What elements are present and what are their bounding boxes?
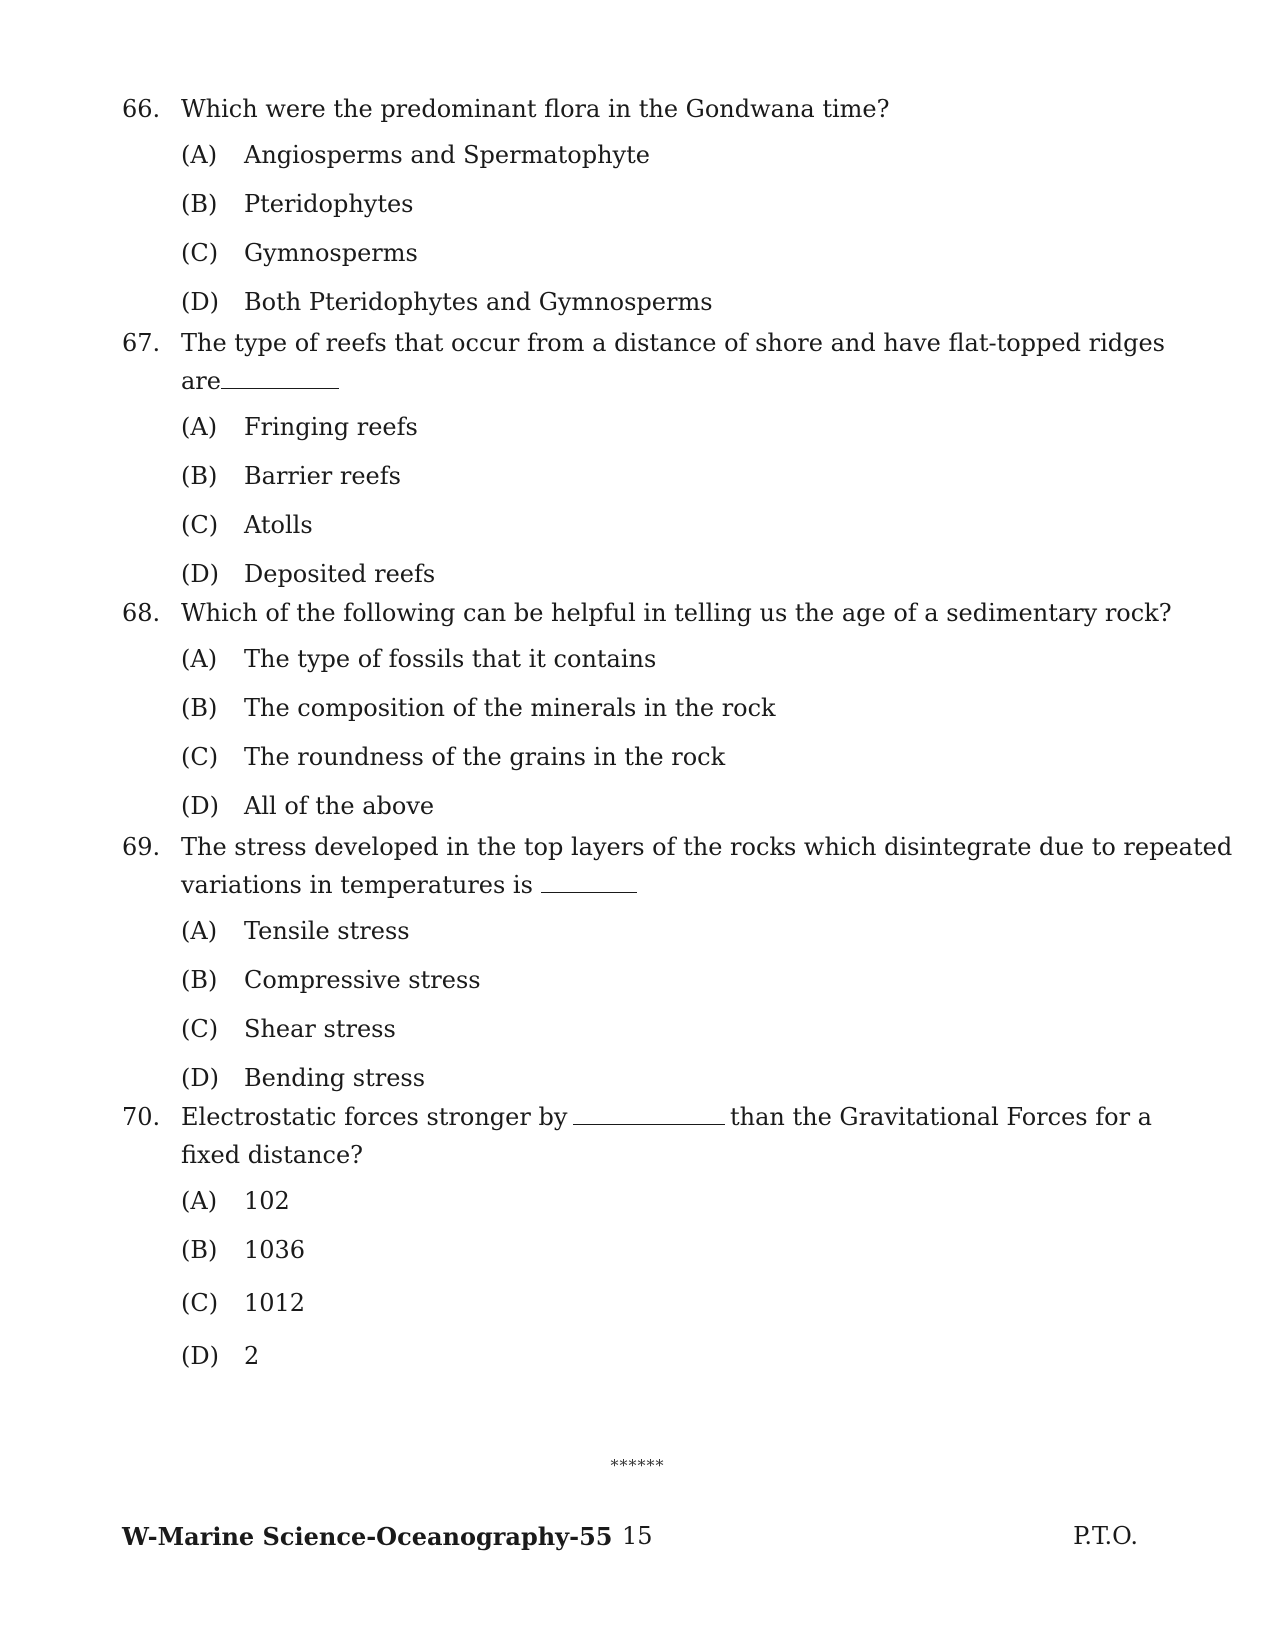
question-text-part2: than the Gravitational Forces for a bbox=[729, 1103, 1152, 1131]
question-text-part1: Electrostatic forces stronger by bbox=[181, 1103, 568, 1131]
option-label: (A) bbox=[181, 645, 218, 673]
option-label: (A) bbox=[181, 1187, 218, 1215]
option-label: (A) bbox=[181, 141, 218, 169]
paper-code: W-Marine Science-Oceanography-55 bbox=[122, 1522, 613, 1551]
option-text: The type of fossils that it contains bbox=[244, 645, 657, 673]
question-69 bbox=[122, 828, 1233, 1108]
please-turn-over: P.T.O. bbox=[1073, 1522, 1138, 1550]
option-label: (C) bbox=[181, 1015, 219, 1043]
option-a bbox=[122, 1182, 1152, 1231]
option-label: (C) bbox=[181, 511, 219, 539]
option-b bbox=[122, 689, 1152, 738]
option-label: (C) bbox=[181, 743, 219, 771]
question-number: 68. bbox=[122, 599, 161, 627]
option-label: (C) bbox=[181, 239, 219, 267]
option-c bbox=[122, 738, 1152, 787]
option-b bbox=[122, 961, 1152, 1010]
option-label: (B) bbox=[181, 1236, 218, 1264]
option-text: 2 bbox=[244, 1342, 260, 1370]
question-stem-line2 bbox=[122, 362, 1152, 400]
question-70 bbox=[122, 1098, 1152, 1386]
option-label: (B) bbox=[181, 462, 218, 490]
option-a bbox=[122, 136, 1152, 185]
question-stem bbox=[122, 1098, 1152, 1136]
question-66 bbox=[122, 90, 1152, 332]
question-68 bbox=[122, 594, 1172, 836]
option-text: Deposited reefs bbox=[244, 560, 436, 588]
question-67 bbox=[122, 324, 1165, 604]
option-text: Both Pteridophytes and Gymnosperms bbox=[244, 288, 713, 316]
option-a bbox=[122, 912, 1152, 961]
option-c bbox=[122, 234, 1152, 283]
option-c bbox=[122, 506, 1152, 555]
question-number: 69. bbox=[122, 833, 161, 861]
option-b bbox=[122, 457, 1152, 506]
option-text: Compressive stress bbox=[244, 966, 481, 994]
question-number: 66. bbox=[122, 95, 161, 123]
option-text: All of the above bbox=[244, 792, 435, 820]
question-stem-line2 bbox=[122, 866, 1152, 904]
question-number: 67. bbox=[122, 329, 161, 357]
option-label: (D) bbox=[181, 1342, 219, 1370]
option-label: (B) bbox=[181, 190, 218, 218]
question-text-line1: The stress developed in the top layers of the rocks which disintegrate due to repeated bbox=[181, 833, 1233, 861]
option-c bbox=[122, 1010, 1152, 1059]
option-label: (A) bbox=[181, 413, 218, 441]
option-b bbox=[122, 1231, 1152, 1284]
option-text: The roundness of the grains in the rock bbox=[244, 743, 726, 771]
question-stem-line2 bbox=[122, 1136, 1152, 1174]
option-a bbox=[122, 640, 1152, 689]
end-separator: ****** bbox=[610, 1456, 665, 1475]
option-text: The composition of the minerals in the rock bbox=[244, 694, 776, 722]
answer-blank bbox=[573, 1102, 725, 1125]
answer-blank bbox=[541, 870, 637, 893]
option-text: Atolls bbox=[244, 511, 313, 539]
question-text-line1: The type of reefs that occur from a distance of shore and have flat-topped ridges bbox=[181, 329, 1165, 357]
option-label: (D) bbox=[181, 1064, 219, 1092]
option-label: (B) bbox=[181, 694, 218, 722]
option-text: Barrier reefs bbox=[244, 462, 401, 490]
option-label: (D) bbox=[181, 288, 219, 316]
option-text: Fringing reefs bbox=[244, 413, 418, 441]
question-number: 70. bbox=[122, 1103, 161, 1131]
option-text: 1036 bbox=[244, 1236, 306, 1264]
option-text: Tensile stress bbox=[244, 917, 410, 945]
option-c bbox=[122, 1284, 1152, 1337]
option-label: (D) bbox=[181, 792, 219, 820]
option-text: Gymnosperms bbox=[244, 239, 418, 267]
question-text-line2: variations in temperatures is bbox=[181, 871, 533, 899]
option-text: Shear stress bbox=[244, 1015, 396, 1043]
option-d bbox=[122, 1337, 1152, 1386]
option-label: (C) bbox=[181, 1289, 219, 1317]
question-stem bbox=[122, 324, 1165, 362]
question-text: Which of the following can be helpful in telling us the age of a sedimentary rock? bbox=[181, 599, 1172, 627]
option-text: Pteridophytes bbox=[244, 190, 414, 218]
answer-blank bbox=[221, 366, 339, 389]
option-label: (A) bbox=[181, 917, 218, 945]
option-label: (D) bbox=[181, 560, 219, 588]
option-text: 102 bbox=[244, 1187, 290, 1215]
option-text: 1012 bbox=[244, 1289, 306, 1317]
option-text: Angiosperms and Spermatophyte bbox=[244, 141, 650, 169]
option-text: Bending stress bbox=[244, 1064, 426, 1092]
question-stem bbox=[122, 828, 1233, 866]
question-text: Which were the predominant flora in the Gondwana time? bbox=[181, 95, 890, 123]
question-stem bbox=[122, 90, 1152, 128]
option-b bbox=[122, 185, 1152, 234]
option-a bbox=[122, 408, 1152, 457]
page-number: 15 bbox=[622, 1522, 653, 1550]
option-label: (B) bbox=[181, 966, 218, 994]
question-text-line2: are bbox=[181, 367, 221, 395]
question-text-line2: fixed distance? bbox=[181, 1141, 364, 1169]
question-stem bbox=[122, 594, 1172, 632]
